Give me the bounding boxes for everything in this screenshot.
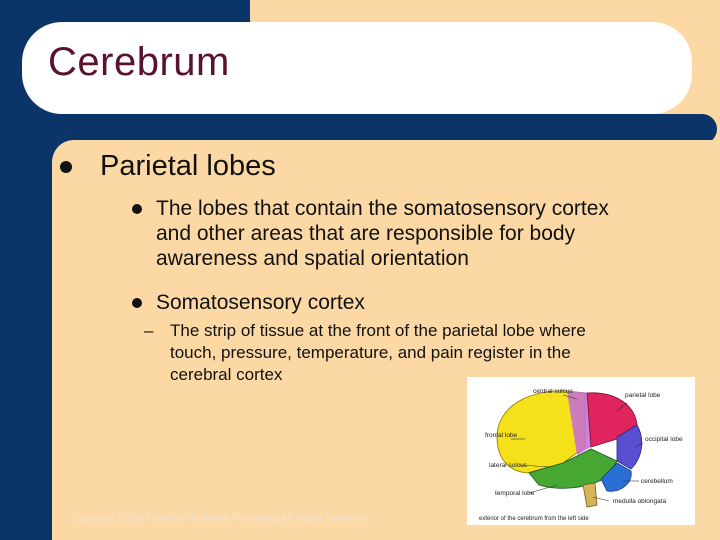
- sub-bullet-line-2: and other areas that are responsible for body: [156, 222, 576, 245]
- label-medulla: medulla oblongata: [613, 498, 667, 505]
- third-level-line-3: cerebral cortex: [170, 365, 283, 384]
- label-frontal-lobe: frontal lobe: [485, 432, 518, 439]
- bullet-parietal-lobes-text: Parietal lobes: [100, 150, 276, 182]
- brain-diagram: [467, 377, 695, 525]
- label-central-sulcus: central sulcus: [533, 388, 573, 395]
- third-level-line-1: The strip of tissue at the front of the parietal lobe where: [170, 321, 586, 340]
- brainstem-shape: [583, 483, 597, 507]
- label-cerebellum: cerebellum: [641, 478, 673, 485]
- sub-bullet-somatosensory: [132, 290, 712, 315]
- figure-caption: exterior of the cerebrum from the left side: [479, 516, 589, 522]
- third-level-line-2: touch, pressure, temperature, and pain register in the: [170, 343, 571, 362]
- dash-icon: –: [144, 321, 154, 340]
- brain-figure: [467, 377, 695, 525]
- slide-title: Cerebrum: [48, 40, 230, 84]
- bullet-dot-icon: [60, 161, 72, 173]
- label-lateral-sulcus: lateral sulcus: [489, 462, 527, 469]
- bullet-dot-icon: [132, 204, 142, 214]
- label-parietal-lobe: parietal lobe: [625, 392, 661, 399]
- bullet-parietal-lobes: [60, 150, 276, 183]
- sub-bullet-lobes-definition: [132, 196, 712, 271]
- sub-bullet-somatosensory-text: Somatosensory cortex: [156, 291, 365, 314]
- sub-bullet-line-3: awareness and spatial orientation: [156, 247, 469, 270]
- sub-bullet-line-1: The lobes that contain the somatosensory cortex: [156, 197, 609, 220]
- copyright-footer: Copyright © 2007 Horizon Textbook Publishing All Rights Reserved: [72, 513, 369, 524]
- bullet-dot-icon: [132, 298, 142, 308]
- label-occipital-lobe: occipital lobe: [645, 436, 683, 443]
- label-temporal-lobe: temporal lobe: [495, 490, 535, 497]
